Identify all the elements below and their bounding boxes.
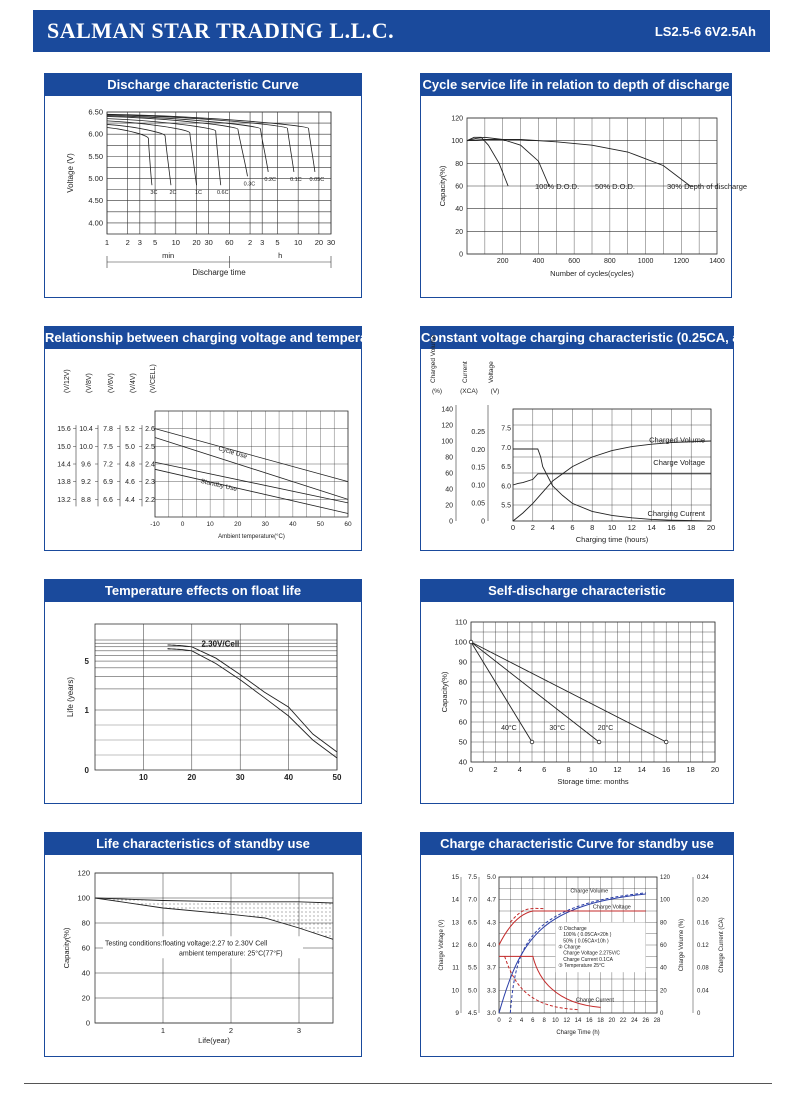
axis-header: Charged Volume — [430, 334, 437, 383]
left-tick-label: 20 — [445, 502, 453, 510]
x-axis-label: Ambient temperature(°C) — [218, 534, 285, 540]
left-tick-label: 120 — [441, 422, 453, 430]
axis-value: 5.0 — [125, 443, 135, 451]
y-tick-label: 5 — [84, 657, 89, 667]
model-name: LS2.5-6 6V2.5Ah — [654, 23, 756, 39]
left-tick-label: 40 — [445, 486, 453, 494]
x-tick-label: 0 — [468, 765, 474, 774]
left-tick-label: 0 — [449, 518, 453, 526]
x-tick-label: 10 — [588, 765, 598, 774]
axis-value: 2.6 — [145, 426, 155, 434]
curve-label: 0.05C — [309, 176, 325, 183]
y-tick-label: 6.50 — [88, 107, 103, 117]
plot-frame — [107, 112, 331, 234]
x-tick-label: 20 — [234, 521, 242, 528]
x-tick-label: 10 — [206, 521, 214, 528]
x-tick-label: 60 — [225, 238, 234, 247]
end-marker — [664, 740, 668, 744]
y-tick-label: 20 — [81, 993, 90, 1003]
x-tick-label: 0 — [510, 523, 516, 532]
axis-unit: (V) — [490, 388, 500, 395]
start-marker — [469, 640, 473, 644]
y-tick-label: 100 — [451, 138, 463, 146]
float-dash-1 — [168, 649, 183, 650]
float-dash-0 — [168, 645, 183, 646]
float-line-1 — [168, 649, 337, 758]
series-label: 30% Depth of discharge — [667, 182, 748, 191]
col3-tick: 4.7 — [486, 896, 496, 904]
col1-tick: 10 — [451, 987, 459, 995]
x-tick-label: 16 — [585, 1018, 593, 1024]
x-tick-label: 10 — [552, 1018, 559, 1024]
x-tick-label: 400 — [532, 258, 545, 265]
x-tick-label: 18 — [687, 523, 696, 532]
selfdisch-chart — [421, 602, 733, 803]
col1-tick: 11 — [452, 964, 459, 972]
x-tick-label: 14 — [574, 1018, 582, 1024]
axis-header: Current — [462, 361, 469, 383]
legend-line: ② Charge — [558, 944, 581, 951]
x-tick-label: 3 — [137, 238, 142, 247]
panel-title: Life characteristics of standby use — [45, 833, 361, 855]
x-tick-label: 16 — [662, 765, 671, 774]
x-tick-label: 0 — [180, 521, 185, 528]
axis-header: (V/8V) — [86, 373, 93, 393]
x-tick-label: 20 — [710, 765, 720, 774]
x-tick-label: 40 — [289, 521, 297, 528]
x-tick-label: 22 — [619, 1018, 627, 1024]
legend-line: 100% ( 0.05CA×20h ) — [563, 932, 612, 939]
x-tick-label: 8 — [590, 523, 595, 532]
standby-panel — [44, 832, 362, 1057]
right1-tick: 0 — [660, 1011, 664, 1017]
discharge-curve-0.6C — [107, 119, 221, 186]
axis-value: 14.4 — [57, 461, 71, 469]
right2-tick: 0.08 — [697, 965, 709, 972]
y-tick-label: 120 — [451, 115, 463, 123]
x-tick-label: 20 — [608, 1018, 616, 1024]
test-note: ambient temperature: 25°C(77°F) — [179, 950, 283, 958]
y-tick-label: 60 — [81, 943, 90, 953]
mid-tick-label: 0.15 — [471, 464, 485, 472]
float-note: 2.30V/Cell — [201, 639, 240, 649]
header-bar — [33, 10, 770, 52]
legend-line: 50% ( 0.05CA×10h ) — [563, 938, 609, 945]
panel-title: Self-discharge characteristic — [421, 580, 733, 602]
y-tick-label: 4.50 — [88, 196, 103, 206]
x-tick-label: 16 — [667, 523, 676, 532]
axis-value: 15.0 — [57, 443, 71, 451]
y-tick-label: 0 — [85, 1018, 90, 1028]
col2-tick: 6.5 — [467, 919, 477, 927]
test-note: Testing conditions:floating voltage:2.27 to 2.30V Cell — [105, 940, 268, 948]
x-tick-label: 10 — [171, 238, 180, 247]
chgtemp-panel — [44, 326, 392, 551]
curve-label: 3C — [150, 190, 158, 197]
panel-title: Charge characteristic Curve for standby use — [421, 833, 733, 855]
axis-value: 2.3 — [145, 479, 155, 487]
discharge-panel — [44, 73, 362, 298]
y-axis-label: Capacity(%) — [440, 671, 449, 713]
axis-value: 13.2 — [57, 496, 71, 504]
x-tick-label: 1000 — [637, 258, 654, 265]
series-label: Charged Volume — [649, 435, 705, 445]
cycle-line-0 — [467, 137, 508, 186]
x-tick-label: 30 — [204, 238, 213, 247]
x-axis-label: Discharge time — [192, 268, 246, 277]
x-tick-label: 20 — [187, 773, 197, 782]
mid-tick-label: 0.20 — [471, 446, 485, 454]
x-tick-label: 10 — [607, 523, 617, 532]
x-tick-label: 4 — [519, 1018, 524, 1024]
x-tick-label: 18 — [597, 1018, 604, 1024]
x-tick-label: 30 — [261, 521, 269, 528]
x-tick-label: 4 — [517, 765, 522, 774]
col3-tick: 3.3 — [486, 987, 496, 995]
axis-header: Voltage — [488, 361, 495, 383]
right1-tick: 40 — [660, 965, 667, 972]
y-axis-label: Capacity(%) — [438, 165, 447, 207]
x-tick-label: 3 — [296, 1026, 302, 1035]
x-axis-label: Charge Time (h) — [556, 1030, 600, 1036]
y-axis-label: Charge Volume (%) — [679, 918, 685, 972]
col1-tick: 12 — [451, 942, 459, 949]
col2-tick: 4.5 — [467, 1010, 477, 1017]
x-tick-label: 12 — [613, 765, 622, 774]
x-tick-label: 1200 — [673, 258, 690, 265]
right2-tick: 0.24 — [697, 875, 709, 881]
right2-tick: 0.12 — [697, 943, 709, 949]
axis-value: 8.8 — [81, 496, 91, 504]
right2-tick: 0 — [697, 1011, 701, 1017]
y-tick-label: 80 — [455, 160, 463, 168]
x-tick-label: 6 — [570, 523, 575, 532]
y-tick-label: 40 — [81, 968, 90, 978]
right-tick-label: 7.0 — [501, 444, 511, 452]
legend-line: Charge Current 0.1CA — [563, 956, 613, 963]
col1-tick: 13 — [451, 919, 459, 927]
x-tick-label: 1 — [104, 238, 110, 247]
series-label: Charge Voltage — [653, 457, 705, 467]
y-tick-label: 110 — [455, 617, 467, 627]
y-tick-label: 0 — [459, 251, 463, 259]
series-label: 50% D.O.D. — [595, 182, 636, 191]
right1-tick: 20 — [660, 988, 667, 995]
x-axis-label: Life(year) — [198, 1036, 230, 1045]
curve-label: 0.3C — [243, 181, 256, 188]
x-tick-label: 12 — [627, 523, 636, 532]
x-tick-label: 60 — [344, 521, 352, 528]
x-tick-label: 5 — [275, 238, 280, 247]
x-tick-label: 40 — [284, 773, 294, 782]
cycle-panel — [420, 73, 748, 298]
col3-tick: 4.0 — [486, 942, 496, 949]
x-axis-label: Storage time: months — [557, 777, 629, 786]
right-tick-label: 6.0 — [501, 483, 511, 491]
y-tick-label: 6.00 — [88, 129, 103, 139]
voltage-curve-dash — [510, 908, 544, 922]
x-tick-label: 2 — [508, 1018, 512, 1024]
company-name: SALMAN STAR TRADING L.L.C. — [47, 18, 395, 43]
standbychg-panel — [420, 832, 734, 1057]
axis-header: (V/12V) — [64, 369, 71, 393]
y-axis-label: Charge Current (CA) — [719, 917, 725, 973]
curve-label: Charge Current — [575, 997, 614, 1004]
right2-tick: 0.20 — [697, 897, 709, 904]
curve-label: 2C — [169, 190, 177, 197]
y-tick-label: 50 — [458, 737, 467, 747]
y-tick-label: 40 — [458, 757, 467, 767]
curve-label: 1C — [195, 190, 203, 197]
x-tick-label: 8 — [566, 765, 571, 774]
y-tick-label: 100 — [454, 637, 467, 647]
x-tick-label: 4 — [550, 523, 555, 532]
unit-min-label: min — [162, 251, 175, 260]
axis-value: 4.6 — [125, 479, 135, 487]
axis-header: (V/6V) — [108, 373, 115, 393]
col3-tick: 3.0 — [486, 1010, 496, 1017]
selfdisch-panel — [420, 579, 734, 804]
end-marker — [530, 740, 534, 744]
axis-value: 15.6 — [57, 426, 71, 434]
axis-value: 7.8 — [103, 426, 113, 434]
x-tick-label: 30 — [326, 238, 336, 247]
x-tick-label: 1 — [160, 1026, 166, 1035]
x-tick-label: 6 — [542, 765, 547, 774]
axis-unit: (XCA) — [460, 388, 478, 395]
col2-tick: 7.5 — [467, 874, 477, 881]
y-tick-label: 0 — [84, 766, 89, 775]
x-tick-label: 600 — [568, 258, 580, 265]
axis-unit: (%) — [431, 388, 443, 395]
left-tick-label: 100 — [441, 438, 453, 446]
curve-label: Charge Voltage — [592, 904, 631, 911]
x-tick-label: 26 — [642, 1018, 650, 1024]
x-tick-label: 200 — [496, 258, 509, 265]
end-marker — [597, 740, 601, 744]
x-tick-label: 12 — [563, 1018, 571, 1024]
x-tick-label: 8 — [542, 1018, 546, 1024]
right-tick-label: 6.5 — [501, 464, 511, 472]
mid-tick-label: 0 — [481, 518, 485, 526]
right1-tick: 120 — [660, 875, 671, 881]
x-tick-label: 2 — [228, 1026, 234, 1035]
y-tick-label: 40 — [455, 206, 463, 214]
curve-label: 0.6C — [216, 190, 229, 197]
panel-title: Discharge characteristic Curve — [45, 74, 361, 96]
x-tick-label: 5 — [153, 238, 158, 247]
footer-divider — [24, 1083, 772, 1084]
axis-value: 7.5 — [103, 443, 113, 451]
series-label: Charging Current — [647, 509, 705, 518]
panel-title: Temperature effects on float life — [45, 580, 361, 602]
x-axis-label: Number of cycles(cycles) — [550, 269, 634, 278]
col2-tick: 7.0 — [467, 896, 477, 904]
panel-title: Constant voltage charging characteristic (0.25CA, at 25°C) — [421, 327, 733, 349]
x-tick-label: 20 — [192, 238, 201, 247]
axis-value: 2.5 — [145, 443, 155, 451]
axis-value: 7.2 — [103, 461, 113, 469]
left-tick-label: 140 — [441, 406, 453, 414]
legend-line: ③ Temperature 25°C — [558, 963, 605, 970]
x-tick-label: 50 — [316, 521, 325, 528]
chgtemp-chart — [45, 349, 361, 550]
axis-value: 4.8 — [125, 461, 135, 469]
axis-header: (V/CELL) — [150, 364, 157, 393]
y-tick-label: 5.00 — [88, 174, 103, 184]
y-tick-label: 100 — [77, 893, 90, 903]
floatlife-chart — [45, 602, 361, 803]
discharge-curve-0.2C — [107, 116, 268, 172]
axis-value: 6.6 — [103, 496, 113, 504]
y-axis-label: Charge Voltage (V) — [439, 919, 445, 971]
x-tick-label: 50 — [332, 773, 342, 782]
y-axis-label: Capacity(%) — [62, 927, 71, 969]
standbychg-chart — [421, 855, 733, 1056]
x-tick-label: 1400 — [709, 258, 725, 265]
mid-tick-label: 0.10 — [471, 482, 485, 490]
y-tick-label: 80 — [81, 918, 90, 928]
y-tick-label: 80 — [458, 677, 467, 687]
y-tick-label: 60 — [455, 183, 463, 191]
col1-tick: 14 — [451, 896, 459, 904]
x-tick-label: 14 — [637, 765, 646, 774]
curve-label: 0.1C — [290, 176, 302, 183]
panel-title: Cycle service life in relation to depth of discharge — [421, 74, 731, 96]
x-tick-label: 6 — [531, 1018, 535, 1024]
unit-h-label: h — [278, 251, 283, 260]
left-tick-label: 80 — [445, 454, 453, 462]
y-tick-label: 4.00 — [88, 218, 103, 228]
discharge-chart — [45, 96, 361, 297]
col2-tick: 5.5 — [467, 964, 477, 972]
axis-value: 2.4 — [145, 461, 155, 469]
cycle-chart — [421, 96, 748, 297]
right2-tick: 0.04 — [697, 988, 709, 995]
series-label: 100% D.O.D. — [535, 182, 580, 191]
y-tick-label: 70 — [458, 697, 467, 707]
x-tick-label: 14 — [647, 523, 656, 532]
axis-value: 13.8 — [57, 479, 71, 487]
x-tick-label: 20 — [314, 238, 324, 247]
floatlife-panel — [44, 579, 362, 804]
curve-label: Charge Volume — [570, 888, 609, 895]
capacity-band — [95, 898, 333, 939]
col1-tick: 9 — [455, 1010, 459, 1017]
legend-line: ① Discharge — [558, 925, 587, 932]
axis-value: 2.2 — [145, 496, 155, 504]
x-tick-label: 3 — [260, 238, 265, 247]
x-tick-label: 0 — [497, 1018, 501, 1024]
series-label: 20°C — [597, 725, 614, 732]
y-tick-label: 60 — [458, 717, 467, 727]
x-tick-label: 24 — [631, 1018, 638, 1024]
y-tick-label: 90 — [458, 657, 467, 667]
left-tick-label: 60 — [445, 470, 453, 478]
axis-value: 10.0 — [79, 443, 93, 451]
x-tick-label: 2 — [530, 523, 535, 532]
axis-value: 5.2 — [125, 426, 135, 434]
right-tick-label: 7.5 — [501, 425, 511, 433]
x-tick-label: 18 — [686, 765, 695, 774]
x-tick-label: 10 — [293, 238, 303, 247]
mid-tick-label: 0.05 — [471, 500, 485, 508]
legend-line: Charge Voltage 2.275V/C — [563, 950, 620, 957]
col3-tick: 3.7 — [486, 964, 496, 972]
x-tick-label: 30 — [235, 773, 245, 782]
x-tick-label: 10 — [138, 773, 148, 782]
cvcharge-panel — [420, 326, 781, 551]
x-tick-label: 2 — [493, 765, 498, 774]
col3-tick: 4.3 — [486, 919, 496, 927]
axis-value: 4.4 — [125, 496, 135, 504]
mid-tick-label: 0.25 — [471, 428, 485, 436]
right2-tick: 0.16 — [697, 920, 709, 927]
standby-chart — [45, 855, 361, 1056]
curve-label: 0.2C — [264, 176, 276, 183]
right-tick-label: 5.5 — [501, 502, 511, 510]
band-label: Cycle Use — [217, 445, 248, 461]
col3-tick: 5.0 — [486, 874, 496, 881]
x-tick-label: 800 — [604, 258, 616, 265]
col1-tick: 15 — [451, 874, 459, 881]
y-tick-label: 5.50 — [88, 151, 103, 161]
x-tick-label: 28 — [653, 1018, 661, 1024]
y-tick-label: 120 — [77, 868, 90, 878]
right1-tick: 60 — [660, 943, 667, 949]
x-tick-label: 2 — [247, 238, 253, 247]
panel-title: Relationship between charging voltage and temperature — [45, 327, 361, 349]
y-tick-label: 20 — [455, 228, 463, 236]
y-axis-label: Life (years) — [66, 676, 75, 718]
series-label: 40°C — [501, 725, 517, 732]
axis-value: 9.6 — [81, 461, 91, 469]
x-tick-label: 20 — [706, 523, 716, 532]
axis-value: 10.4 — [79, 426, 93, 434]
y-axis-label: Voltage (V) — [66, 153, 75, 193]
band-label: Standby Use — [199, 477, 238, 494]
series-label: 30°C — [549, 725, 566, 732]
cycle-line-1 — [467, 137, 549, 186]
x-axis-label: Charging time (hours) — [575, 535, 649, 544]
axis-header: (V/4V) — [130, 373, 137, 393]
right1-tick: 100 — [660, 897, 671, 904]
x-tick-label: -10 — [150, 521, 160, 528]
x-tick-label: 2 — [125, 238, 130, 247]
axis-value: 6.9 — [103, 479, 113, 487]
axis-value: 9.2 — [81, 479, 91, 487]
col2-tick: 6.0 — [467, 942, 477, 949]
right1-tick: 80 — [660, 920, 667, 927]
cycle-line-2 — [467, 140, 690, 187]
col2-tick: 5.0 — [467, 987, 477, 995]
y-tick-label: 1 — [84, 706, 89, 715]
